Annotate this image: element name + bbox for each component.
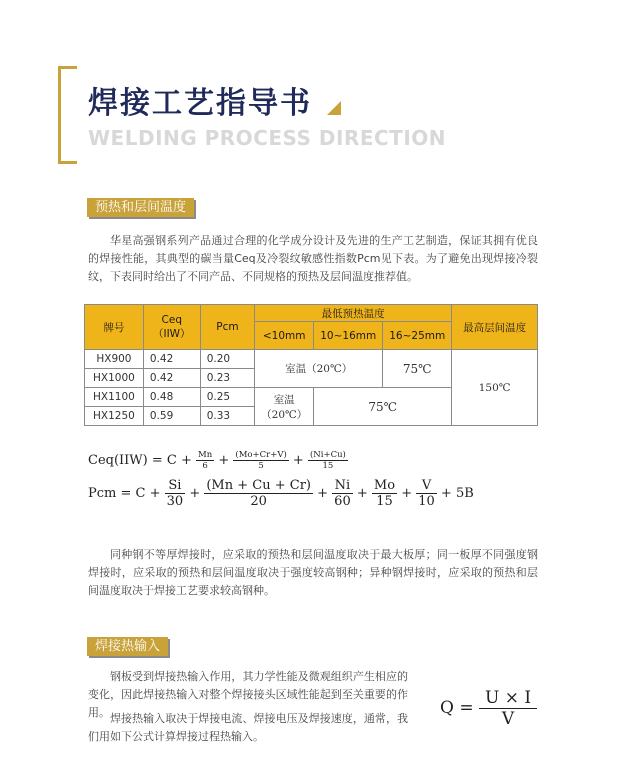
denominator: 6 [202,461,208,471]
fraction [372,478,397,509]
cell-ceq: 0.59 [143,407,200,426]
cell-pcm: 0.33 [200,407,254,426]
formula-q [440,688,537,729]
plus-sign: + [317,486,329,501]
denominator: 5 [258,461,264,471]
header-min-preheat: 最低预热温度 [255,305,452,322]
fraction [204,478,313,509]
numerator: U × I [479,688,537,709]
formula-q-lhs: Q = [440,698,479,718]
cell-max-temp: 150℃ [452,350,538,426]
plus-sign: + [292,453,304,468]
numerator: Si [165,478,186,494]
numerator: Ni [332,478,353,494]
cell-75-a: 75℃ [383,350,452,388]
denominator: V [501,709,515,729]
plus-sign: + [356,486,368,501]
formula-pcm-lhs: Pcm = C + [88,486,165,501]
denominator: 15 [322,461,334,471]
header-range-1: <10mm [255,322,314,350]
cell-ceq: 0.48 [143,388,200,407]
table-row [85,350,538,369]
cell-grade: HX1250 [85,407,144,426]
heat-input-paragraph-1: 钢板受到焊接热输入作用，其力学性能及微观组织产生相应的变化，因此焊接热输入对整个焊接接头区域性能起到至关重要的作用。 [88,670,408,719]
denominator: 20 [250,494,267,509]
formula-ceq-lhs: Ceq(IIW) = C + [88,453,196,468]
plus-sign: + [218,453,230,468]
page-subtitle: WELDING PROCESS DIRECTION [88,126,447,150]
header-range-3: 16~25mm [383,322,452,350]
cell-grade: HX900 [85,350,144,369]
fraction [165,478,186,509]
fraction [479,688,537,729]
numerator: (Ni+Cu) [309,450,346,460]
section-label-preheat: 预热和层间温度 [87,198,194,217]
formula-pcm-tail: + 5B [436,486,474,501]
fraction [416,478,437,509]
denominator: 60 [334,494,351,509]
formula-ceq [88,450,348,471]
thickness-paragraph: 同种钢不等厚焊接时，应采取的预热和层间温度取决于最大板厚；同一板厚不同强度钢焊接时，应采取的预热和层间温度取决于强度较高钢种；异种钢焊接时，应采取的预热和层间温度取决于焊接工艺要求较高钢种。 [88,548,538,597]
plus-sign: + [401,486,413,501]
fraction [196,450,214,471]
fraction [233,450,288,471]
denominator: 30 [166,494,184,509]
intro-paragraph: 华星高强钢系列产品通过合理的化学成分设计及先进的生产工艺制造，保证其拥有优良的焊接性能，其典型的碳当量Ceq及冷裂纹敏感性指数Pcm见下表。为了避免出现焊接冷裂纹，下表同时给出了不同产品、不同规格的预热及层间温度推荐值。 [88,234,538,283]
numerator: Mn [198,450,213,460]
cell-75-b: 75℃ [314,388,452,426]
denominator: 10 [418,494,435,509]
cell-ceq: 0.42 [143,369,200,388]
heat-input-paragraph-2: 焊接热输入取决于焊接电流、焊接电压及焊接速度，通常，我们用如下公式计算焊接过程热输入。 [88,712,408,743]
numerator: V [416,478,437,494]
cell-grade: HX1000 [85,369,144,388]
cell-pcm: 0.20 [200,350,254,369]
plus-sign: + [189,486,201,501]
header-max-interpass: 最高层间温度 [452,305,538,350]
header-ceq: Ceq（IIW） [143,305,200,350]
title-bracket-decoration [58,66,77,164]
cell-room-temp-b: 室温（20℃） [255,388,314,426]
cell-ceq: 0.42 [143,350,200,369]
cell-room-temp-a: 室温（20℃） [255,350,383,388]
numerator: (Mn + Cu + Cr) [206,478,311,493]
fraction [332,478,353,509]
page-title: 焊接工艺指导书 [88,86,312,121]
section-label-heat-input: 焊接热输入 [87,637,168,656]
numerator: Mo [373,478,396,493]
cell-pcm: 0.23 [200,369,254,388]
formula-pcm [88,478,474,509]
header-grade: 牌号 [85,305,144,350]
title-triangle-decoration [327,101,341,115]
cell-pcm: 0.25 [200,388,254,407]
numerator: (Mo+Cr+V) [235,450,287,460]
cell-grade: HX1100 [85,388,144,407]
fraction [308,450,348,471]
header-pcm: Pcm [200,305,254,350]
header-range-2: 10~16mm [314,322,383,350]
denominator: 15 [376,494,393,509]
preheat-table [84,304,538,426]
